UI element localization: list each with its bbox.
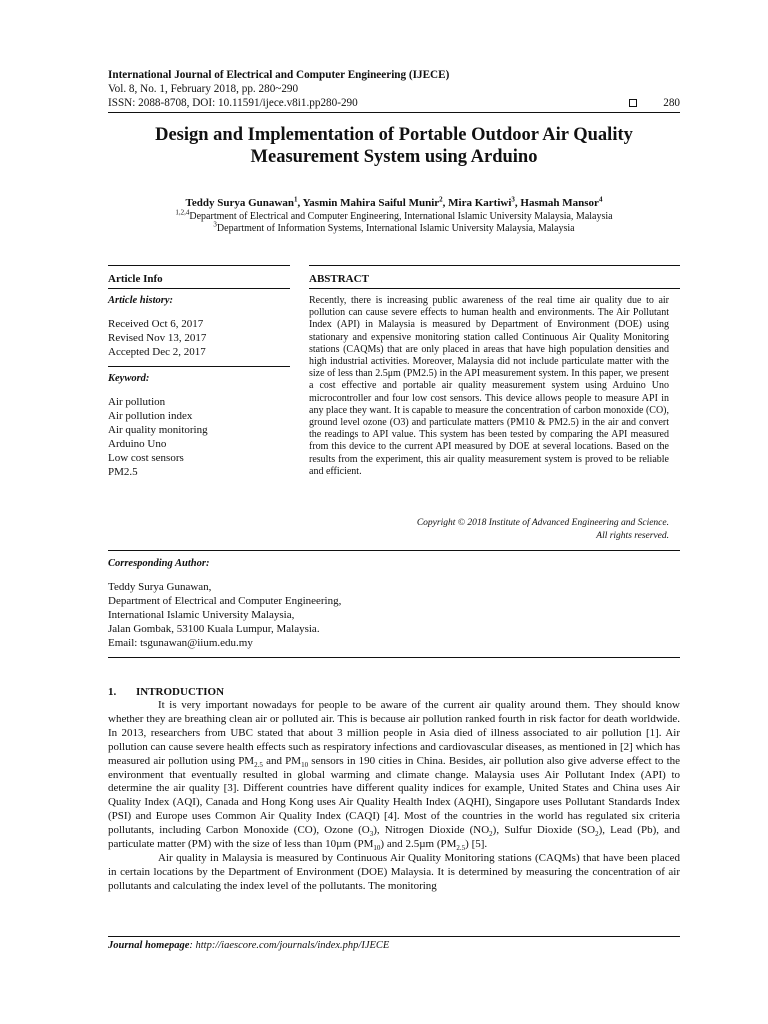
section-heading xyxy=(108,686,224,698)
paper-title xyxy=(108,124,680,168)
section-title: INTRODUCTION xyxy=(136,686,225,698)
page-number: 280 xyxy=(663,97,680,109)
abstract-heading: ABSTRACT xyxy=(309,273,369,285)
homepage-label: Journal homepage xyxy=(108,940,190,951)
corresponding-email: Email: tsgunawan@iium.edu.my xyxy=(108,637,253,649)
article-history-label: Article history: xyxy=(108,295,174,306)
corresponding-author-details xyxy=(108,580,341,650)
keyword-list xyxy=(108,395,208,479)
author-name: Yasmin Mahira Saiful Munir xyxy=(302,197,440,209)
history-item: Received Oct 6, 2017 xyxy=(108,318,204,330)
journal-homepage xyxy=(108,940,389,951)
affiliation-sup: 1,2,4 xyxy=(175,208,190,217)
author-sup: 3 xyxy=(511,195,515,204)
article-history xyxy=(108,317,206,359)
author-list: Teddy Surya Gunawan$^1$, Yasmin Mahira Saiful Munir$^2$, Mira Kartiwi$^3$, Hasmah Mansor$^4$ xyxy=(185,195,603,209)
introduction-body xyxy=(108,699,680,894)
paragraph: Air quality in Malaysia is measured by Continuous Air Quality Monitoring stations (CAQMs) that have been placed in certain locations by the Department of Environment (DOE) Malaysia. It is determined by measuring the concentration of air pollutants and calculating the index level of the pollutants. The monitoring xyxy=(108,851,680,892)
keyword-item: Air quality monitoring xyxy=(108,424,208,436)
section-number: 1. xyxy=(108,686,117,698)
affiliation-text: Department of Information Systems, International Islamic University Malaysia, Malaysia xyxy=(216,223,575,234)
title-line-2: Measurement System using Arduino xyxy=(250,147,538,167)
article-info-heading: Article Info xyxy=(108,273,163,285)
history-item: Revised Nov 13, 2017 xyxy=(108,332,207,344)
paragraph: It is very important nowadays for people to be aware of the current air quality around them. They should know whether they are breathing clean air or polluted air. This is because air pollution ranked fourth in risk factor for death worldwide. In 2013, researchers from UBC stated that about 3 million people in Asia died of illness associated to air pollution [1]. Air pollution can cause severe health effects such as respiratory infections and cardiovascular diseases, as mentioned in [2] which has measured air pollution using $PM_{2.5}$ and $PM_{10}$ sensors in 190 cities in China. Besides, air pollution also give adverse effect to the environment that eventually resulted in global warming and climate change. Malaysia uses Air Pollutant Index (API) to determine the air quality [3]. Different countries have different quality indices for example, United States and China uses Air Quality Index (AQI), Canada and Hong Kong uses Air Quality Health Index (AQHI), Singapore uses Pollutant Standards Index (PSI) and Europe uses Common Air Quality Index (CAQI) [4]. Most of the countries in the world has regulated six criteria pollutants, including Carbon Monoxide (CO), Ozone $(O_3)$, Nitrogen Dioxide $(NO_2)$, Sulfur Dioxide $(SO_2)$, Lead (Pb), and particulate matter (PM) with the size of less than 10µm $(PM_{10})$ and 2.5µm $(PM_{2.5})$ [5]. xyxy=(108,699,681,853)
square-icon xyxy=(629,99,637,107)
author-sup: 1 xyxy=(293,195,298,204)
abstract-top-rule xyxy=(309,265,680,266)
author-name: Teddy Surya Gunawan xyxy=(185,197,294,209)
journal-name: International Journal of Electrical and Computer Engineering (IJECE) xyxy=(108,69,450,81)
journal-header xyxy=(108,68,680,110)
corresponding-line: Department of Electrical and Computer Engineering, xyxy=(108,595,342,607)
article-info-top-rule xyxy=(108,265,290,266)
issn-line: ISSN: 2088-8708, DOI: 10.11591/ijece.v8i1.pp280-290 xyxy=(108,97,358,109)
header-rule xyxy=(108,112,680,113)
keyword-item: Air pollution xyxy=(108,396,166,408)
corresponding-line: Jalan Gombak, 53100 Kuala Lumpur, Malaysia. xyxy=(108,623,320,635)
copyright-line: Copyright © 2018 Institute of Advanced Engineering and Science. xyxy=(416,518,669,528)
rights-line: All rights reserved. xyxy=(596,531,669,541)
keyword-rule xyxy=(108,366,290,367)
author-sup: 4 xyxy=(598,195,603,204)
copyright-notice xyxy=(309,517,669,543)
keyword-item: Arduino Uno xyxy=(108,438,167,450)
corresponding-line: International Islamic University Malaysia, xyxy=(108,609,295,621)
footer-rule xyxy=(108,936,680,937)
article-info-bottom-rule xyxy=(108,657,680,658)
article-info-rule xyxy=(108,288,290,289)
keyword-item: PM2.5 xyxy=(108,466,138,478)
author-sup: 2 xyxy=(439,195,443,204)
abstract-text: Recently, there is increasing public awareness of the real time air quality due to air pollution can cause severe effects to human health and environments. The Air Pollutant Index (API) in Malaysia is measured by Department of Environment (DOE) using stationary and expensive monitoring station called Continuous Air Quality Monitoring stations (CAQMs) that are only placed in areas that have high population densities and high industrial activities. Moreover, Malaysia did not include particulate matter with the size of less than 2.5μm (PM2.5) in the API measurement system. In this paper, we present a cost effective and portable air quality measurement system using Arduino Uno microcontroller and four low cost sensors. This device allows people to measure API in any place they want. It is capable to measure the concentration of carbon monoxide (CO), ground level ozone (O3) and particulate matters (PM10 & PM2.5) in the air and convert the readings to API value. This system has been tested by comparing the API measured from this device to the current API measured by DOE at several locations. Based on the results from the experiment, this air quality measurement system is proved to be reliable and efficient. xyxy=(309,295,669,477)
affiliation xyxy=(108,220,680,235)
title-line-1: Design and Implementation of Portable Outdoor Air Quality xyxy=(155,125,633,145)
volume-line: Vol. 8, No. 1, February 2018, pp. 280~290 xyxy=(108,83,299,95)
corresponding-line: Teddy Surya Gunawan, xyxy=(108,581,212,593)
author-name: Mira Kartiwi xyxy=(448,197,512,209)
keyword-label: Keyword: xyxy=(108,373,150,384)
abstract-rule xyxy=(309,288,680,289)
affiliation xyxy=(108,208,680,223)
history-item: Accepted Dec 2, 2017 xyxy=(108,346,206,358)
keyword-item: Low cost sensors xyxy=(108,452,184,464)
affiliation-sup: 3 xyxy=(213,220,217,229)
keyword-item: Air pollution index xyxy=(108,410,193,422)
affiliation-text: Department of Electrical and Computer Engineering, International Islamic University Malaysia, Malaysia xyxy=(189,211,613,222)
corresponding-author-label: Corresponding Author: xyxy=(108,558,210,569)
corresponding-rule xyxy=(108,550,680,551)
homepage-url[interactable]: : http://iaescore.com/journals/index.php/IJECE xyxy=(189,940,390,951)
author-name: Hasmah Mansor xyxy=(520,197,599,209)
